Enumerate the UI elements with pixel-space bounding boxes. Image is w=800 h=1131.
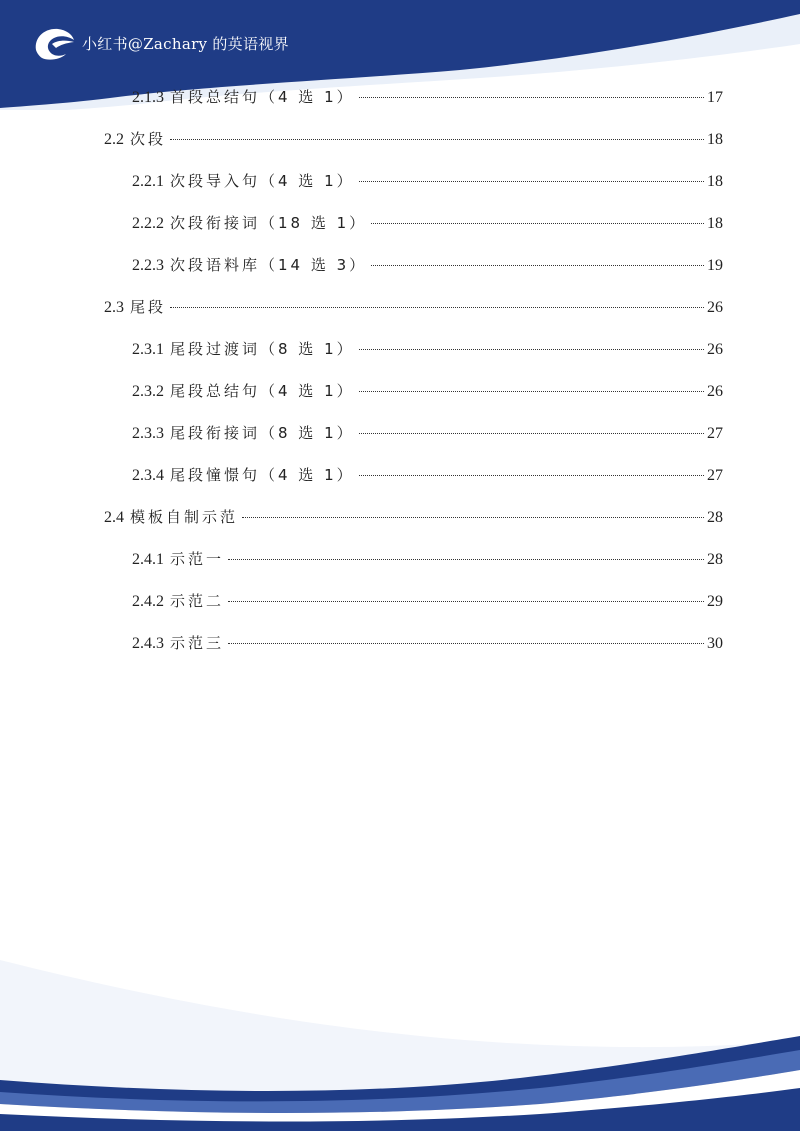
toc-dot-leader [371,265,704,266]
toc-entry[interactable] [132,254,723,278]
toc-entry-title: 模板自制示范 [130,508,239,526]
toc-entry[interactable] [132,338,723,362]
toc-entry-number: 2.2.3 [132,257,164,274]
toc-entry-number: 2.3.4 [132,467,164,484]
toc-entry[interactable] [132,212,723,236]
toc-entry-title: 次段语料库（14 选 3） [170,256,368,274]
toc-entry-number: 2.3.2 [132,383,164,400]
toc-entry-page-number: 17 [707,89,723,106]
toc-entry-page-number: 27 [707,425,723,442]
toc-entry-title: 次段 [130,130,167,148]
toc-entry[interactable] [132,170,723,194]
toc-entry-title: 次段衔接词（18 选 1） [170,214,368,232]
toc-entry-number: 2.4.1 [132,551,164,568]
toc-dot-leader [228,559,704,560]
toc-dot-leader [359,97,704,98]
toc-dot-leader [359,181,704,182]
toc-entry-page-number: 29 [707,593,723,610]
toc-entry-page-number: 28 [707,551,723,568]
toc-entry-page-number: 18 [707,131,723,148]
toc-dot-leader [359,391,704,392]
toc-dot-leader [170,307,704,308]
header-title: 小红书@Zachary 的英语视界 [82,35,289,53]
toc-dot-leader [371,223,704,224]
toc-dot-leader [359,475,704,476]
toc-entry-number: 2.3.3 [132,425,164,442]
toc-entry-page-number: 26 [707,341,723,358]
toc-entry-number: 2.3.1 [132,341,164,358]
toc-dot-leader [170,139,704,140]
toc-entry-title: 尾段 [130,298,167,316]
toc-entry-title: 首段总结句（4 选 1） [170,88,355,106]
toc-entry-number: 2.2.1 [132,173,164,190]
toc-entry-page-number: 28 [707,509,723,526]
toc-entry-page-number: 19 [707,257,723,274]
toc-dot-leader [359,349,704,350]
toc-entry-title: 示范二 [170,592,225,610]
toc-entry-title: 示范一 [170,550,225,568]
toc-entry-title: 次段导入句（4 选 1） [170,172,355,190]
toc-entry-page-number: 27 [707,467,723,484]
toc-dot-leader [228,601,704,602]
toc-entry-number: 2.4.2 [132,593,164,610]
toc-dot-leader [242,517,704,518]
toc-entry-page-number: 26 [707,299,723,316]
toc-dot-leader [228,643,704,644]
toc-entry-number: 2.4.3 [132,635,164,652]
toc-entry[interactable] [132,380,723,404]
toc-entry-title: 尾段总结句（4 选 1） [170,382,355,400]
brush-swoosh-logo-icon [30,20,78,64]
toc-entry-title: 示范三 [170,634,225,652]
toc-entry[interactable] [132,632,723,656]
toc-entry-number: 2.1.3 [132,89,164,106]
toc-entry[interactable] [132,548,723,572]
toc-entry-page-number: 30 [707,635,723,652]
toc-entry[interactable] [104,506,723,530]
toc-entry-number: 2.4 [104,509,124,526]
toc-entry-title: 尾段衔接词（8 选 1） [170,424,355,442]
toc-dot-leader [359,433,704,434]
toc-entry[interactable] [104,128,723,152]
toc-entry-title: 尾段过渡词（8 选 1） [170,340,355,358]
toc-entry[interactable] [132,464,723,488]
toc-entry[interactable] [132,590,723,614]
toc-entry[interactable] [104,296,723,320]
toc-entry-title: 尾段憧憬句（4 选 1） [170,466,355,484]
toc-entry[interactable] [132,422,723,446]
toc-entry[interactable] [132,86,723,110]
toc-entry-page-number: 18 [707,173,723,190]
toc-entry-number: 2.2 [104,131,124,148]
toc-entry-number: 2.3 [104,299,124,316]
toc-entry-page-number: 18 [707,215,723,232]
toc-entry-page-number: 26 [707,383,723,400]
toc-entry-number: 2.2.2 [132,215,164,232]
